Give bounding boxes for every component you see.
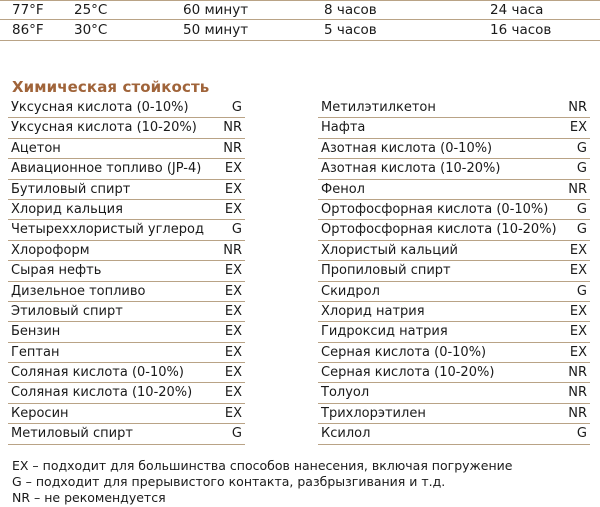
resistance-rating: EX — [224, 201, 242, 217]
resistance-rating: EX — [224, 181, 242, 197]
chemical-name: Бутиловый спирт — [11, 181, 131, 197]
resistance-rating: EX — [224, 161, 242, 177]
resistance-rating: G — [231, 100, 242, 115]
chemical-name: Ацетон — [11, 140, 61, 156]
chemical-name: Хлороформ — [11, 242, 90, 258]
table-row — [0, 20, 600, 41]
resistance-rating: EX — [569, 242, 587, 258]
chemical-name: Пропиловый спирт — [321, 263, 451, 279]
table-row — [318, 241, 590, 261]
table-row — [8, 241, 245, 261]
table-row — [318, 118, 590, 138]
resistance-rating: EX — [224, 324, 242, 340]
resistance-rating: G — [576, 222, 587, 238]
temperature-celsius: 30°C — [74, 22, 108, 38]
table-row — [8, 322, 245, 342]
table-row — [318, 363, 590, 383]
table-row — [8, 98, 245, 118]
resistance-rating: EX — [569, 120, 587, 136]
table-row — [318, 200, 590, 220]
table-row — [318, 404, 590, 424]
chemical-name: Авиационное топливо (JP-4) — [11, 161, 202, 177]
table-row — [318, 159, 590, 179]
table-row — [318, 424, 590, 444]
resistance-rating: G — [231, 426, 242, 442]
chemical-name: Соляная кислота (10-20%) — [11, 385, 193, 401]
table-row — [8, 200, 245, 220]
legend-g: G – подходит для прерывистого контакта, разбрызгивания и т.д. — [12, 474, 446, 489]
resistance-rating: G — [231, 222, 242, 238]
chemical-name: Этиловый спирт — [11, 303, 123, 319]
cure-time-1: 50 минут — [183, 22, 249, 38]
resistance-rating: EX — [224, 385, 242, 401]
resistance-rating: NR — [568, 181, 587, 197]
chemical-name: Уксусная кислота (0-10%) — [11, 100, 189, 115]
temperature-fahrenheit: 86°F — [12, 22, 44, 38]
temperature-celsius: 25°C — [74, 2, 108, 18]
resistance-rating: NR — [223, 242, 242, 258]
resistance-rating: EX — [569, 303, 587, 319]
table-row — [318, 302, 590, 322]
resistance-rating: EX — [224, 365, 242, 381]
chemical-name: Соляная кислота (0-10%) — [11, 365, 184, 381]
table-row — [8, 424, 245, 444]
resistance-rating: NR — [568, 100, 587, 115]
chemical-name: Керосин — [11, 405, 69, 421]
chemical-name: Гидроксид натрия — [321, 324, 448, 340]
table-row — [8, 383, 245, 403]
resistance-rating: EX — [224, 405, 242, 421]
table-row — [8, 282, 245, 302]
chemical-name: Метилэтилкетон — [321, 100, 436, 115]
cure-time-3: 16 часов — [490, 22, 552, 38]
table-row — [318, 261, 590, 281]
table-row — [8, 139, 245, 159]
resistance-rating: EX — [224, 344, 242, 360]
cure-time-1: 60 минут — [183, 2, 249, 18]
resistance-rating: EX — [569, 263, 587, 279]
chemical-name: Азотная кислота (10-20%) — [321, 161, 501, 177]
cure-time-2: 8 часов — [324, 2, 377, 18]
chemical-name: Хлорид кальция — [11, 201, 123, 217]
chemical-name: Метиловый спирт — [11, 426, 133, 442]
table-row — [318, 220, 590, 240]
table-row — [318, 343, 590, 363]
resistance-rating: NR — [568, 365, 587, 381]
table-row — [318, 282, 590, 302]
chemical-list-left — [8, 98, 245, 445]
chemical-name: Ортофосфорная кислота (10-20%) — [321, 222, 557, 238]
chemical-list-right — [318, 98, 590, 445]
chemical-name: Азотная кислота (0-10%) — [321, 140, 493, 156]
chemical-name: Нафта — [321, 120, 366, 136]
resistance-rating: NR — [568, 385, 587, 401]
chemical-name: Серная кислота (0-10%) — [321, 344, 487, 360]
chemical-name: Сырая нефть — [11, 263, 102, 279]
chemical-name: Скидрол — [321, 283, 380, 299]
chemical-name: Трихлорэтилен — [321, 405, 426, 421]
table-row — [8, 220, 245, 240]
table-row — [8, 343, 245, 363]
chemical-name: Ксилол — [321, 426, 371, 442]
table-row — [318, 322, 590, 342]
table-row — [8, 363, 245, 383]
resistance-rating: G — [576, 161, 587, 177]
cure-time-2: 5 часов — [324, 22, 377, 38]
cure-time-3: 24 часа — [490, 2, 544, 18]
chemical-name: Четыреххлористый углерод — [11, 222, 204, 238]
legend-nr: NR – не рекомендуется — [12, 490, 166, 505]
resistance-rating: EX — [569, 324, 587, 340]
resistance-rating: EX — [224, 303, 242, 319]
temperature-fahrenheit: 77°F — [12, 2, 44, 18]
table-row — [8, 118, 245, 138]
table-row — [0, 0, 600, 20]
chemical-name: Бензин — [11, 324, 61, 340]
table-row — [8, 404, 245, 424]
chemical-name: Уксусная кислота (10-20%) — [11, 120, 197, 136]
cure-time-table — [0, 0, 600, 41]
rating-legend — [12, 458, 592, 506]
chemical-name: Хлористый кальций — [321, 242, 458, 258]
resistance-rating: NR — [223, 140, 242, 156]
chemical-name: Хлорид натрия — [321, 303, 425, 319]
section-title: Химическая стойкость — [12, 78, 210, 96]
table-row — [8, 302, 245, 322]
resistance-rating: G — [576, 201, 587, 217]
table-row — [8, 180, 245, 200]
chemical-name: Серная кислота (10-20%) — [321, 365, 495, 381]
chemical-name: Дизельное топливо — [11, 283, 146, 299]
chemical-name: Гептан — [11, 344, 60, 360]
resistance-rating: NR — [223, 120, 242, 136]
resistance-rating: EX — [569, 344, 587, 360]
resistance-rating: EX — [224, 263, 242, 279]
chemical-name: Толуол — [321, 385, 370, 401]
chemical-name: Ортофосфорная кислота (0-10%) — [321, 201, 549, 217]
resistance-rating: G — [576, 140, 587, 156]
table-row — [318, 98, 590, 118]
table-row — [318, 383, 590, 403]
resistance-rating: G — [576, 426, 587, 442]
legend-ex: EX – подходит для большинства способов нанесения, включая погружение — [12, 458, 513, 473]
table-row — [318, 139, 590, 159]
resistance-rating: NR — [568, 405, 587, 421]
table-row — [8, 261, 245, 281]
resistance-rating: EX — [224, 283, 242, 299]
resistance-rating: G — [576, 283, 587, 299]
chemical-name: Фенол — [321, 181, 365, 197]
table-row — [318, 180, 590, 200]
table-row — [8, 159, 245, 179]
